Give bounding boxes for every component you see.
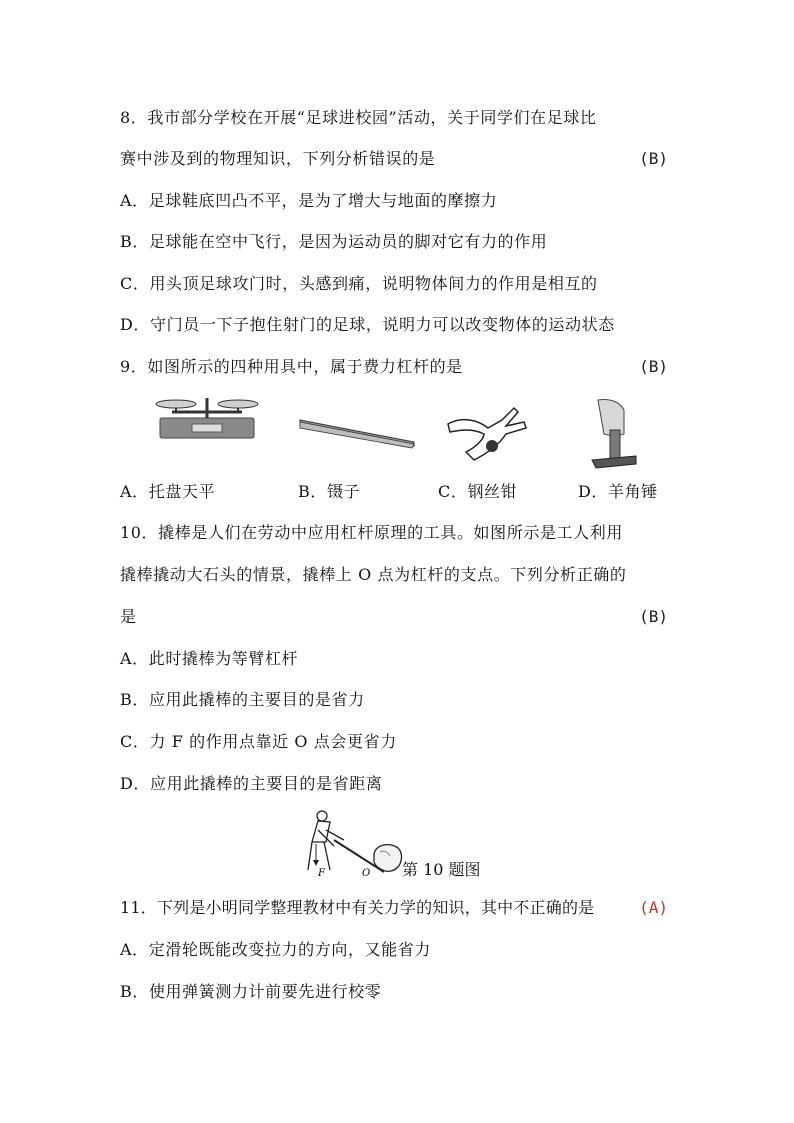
q11-option-a: A．定滑轮既能改变拉力的方向，又能省力 (120, 940, 431, 959)
q8-answer: (B) (639, 149, 668, 168)
q10-option-c: C．力 F 的作用点靠近 O 点会更省力 (120, 732, 397, 751)
q9-option-d: D．羊角锤 (578, 482, 658, 501)
q10-option-b: B．应用此撬棒的主要目的是省力 (120, 690, 365, 709)
q11-answer: (A) (639, 898, 668, 917)
balance-scale-figure (152, 392, 262, 442)
q10-option-a: A．此时撬棒为等臂杠杆 (120, 649, 299, 668)
q10-stem-line2: 撬棒撬动大石头的情景，撬棒上 O 点为杠杆的支点。下列分析正确的 (120, 565, 627, 584)
q10-option-d: D．应用此撬棒的主要目的是省距离 (120, 774, 383, 793)
tweezers-figure (296, 412, 418, 452)
q11-stem: 11．下列是小明同学整理教材中有关力学的知识，其中不正确的是 (120, 898, 595, 917)
pliers-figure (444, 406, 530, 464)
q9-option-c: C．钢丝钳 (438, 482, 518, 501)
figure-label-f: F (318, 868, 325, 878)
q8-stem-line1: 8．我市部分学校在开展“足球进校园”活动，关于同学们在足球比 (120, 108, 597, 127)
q8-option-c: C．用头顶足球攻门时，头感到痛，说明物体间力的作用是相互的 (120, 274, 598, 293)
q9-option-b: B．镊子 (298, 482, 361, 501)
q10-figure-caption: 第 10 题图 (402, 860, 481, 879)
q9-options-row (120, 478, 680, 506)
q9-answer: (B) (639, 357, 668, 376)
claw-hammer-figure (584, 398, 640, 470)
q10-stem-line1: 10．撬棒是人们在劳动中应用杠杆原理的工具。如图所示是工人利用 (120, 523, 623, 542)
q8-option-a: A．足球鞋底凹凸不平，是为了增大与地面的摩擦力 (120, 191, 498, 210)
crowbar-figure (300, 806, 404, 878)
q9-stem: 9．如图所示的四种用具中，属于费力杠杆的是 (120, 357, 463, 376)
q10-stem-line3: 是 (120, 607, 137, 626)
q8-option-d: D．守门员一下子抱住射门的足球，说明力可以改变物体的运动状态 (120, 315, 615, 334)
q9-option-a: A．托盘天平 (120, 482, 216, 501)
figure-label-o: O (362, 868, 371, 878)
q11-option-b: B．使用弹簧测力计前要先进行校零 (120, 982, 382, 1001)
q8-stem-line2: 赛中涉及到的物理知识，下列分析错误的是 (120, 149, 436, 168)
q10-answer: (B) (639, 607, 668, 626)
q8-option-b: B．足球能在空中飞行，是因为运动员的脚对它有力的作用 (120, 232, 548, 251)
